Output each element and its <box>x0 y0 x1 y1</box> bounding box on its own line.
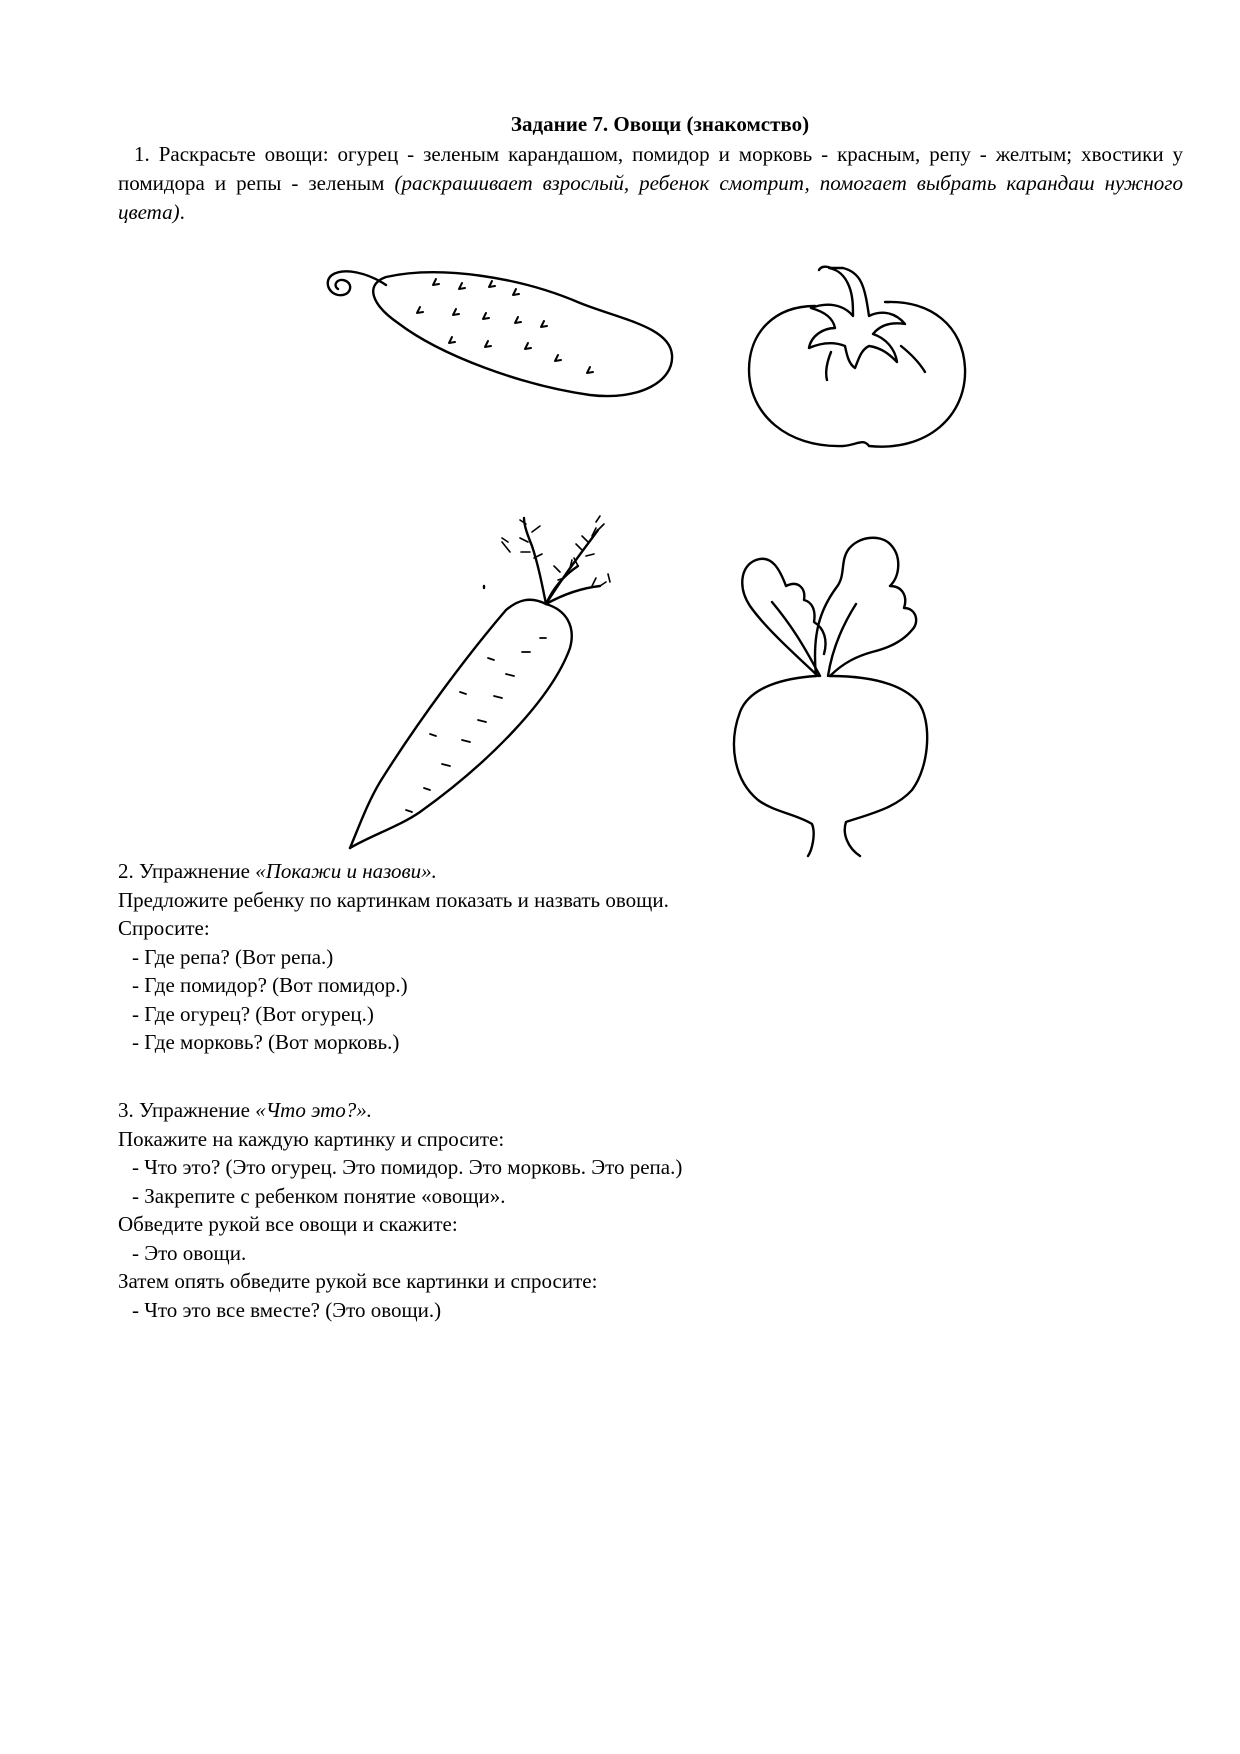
exercise-3-circle: Обведите рукой все овощи и скажите: <box>118 1212 458 1236</box>
exercise-3-item: - Закрепите с ребенком понятие «овощи». <box>132 1183 506 1208</box>
task-1-end: . <box>179 200 185 224</box>
exercise-3 <box>118 1096 682 1324</box>
carrot-drawing <box>320 512 680 852</box>
exercise-3-heading <box>118 1096 682 1125</box>
task-1-text: 1. Раскрасьте овощи: огурец - зеленым карандашом, помидор и морковь - красным, репу - желтым; хвостики у помидора и репы - зеленым <box>118 142 1183 195</box>
exercise-2-prefix: 2. Упражнение <box>118 859 256 883</box>
exercise-3-name: «Что это?». <box>255 1098 372 1122</box>
exercise-3-circle-item: - Это овощи. <box>132 1240 247 1265</box>
exercise-2-item: - Где огурец? (Вот огурец.) <box>132 1001 374 1026</box>
exercise-2-intro: Предложите ребенку по картинкам показать и назвать овощи. <box>118 887 669 912</box>
tomato-drawing <box>735 262 975 462</box>
exercise-3-again: Затем опять обведите рукой все картинки и спросите: <box>118 1269 598 1293</box>
page-title: Задание 7. Овощи (знакомство) <box>510 112 810 136</box>
turnip-drawing <box>720 530 940 860</box>
exercise-3-prefix: 3. Упражнение <box>118 1098 256 1122</box>
exercise-2-name: «Покажи и назови». <box>255 859 437 883</box>
exercise-2-heading <box>118 857 669 886</box>
exercise-2-item: - Где морковь? (Вот морковь.) <box>132 1030 400 1054</box>
exercise-3-item: - Что это? (Это огурец. Это помидор. Это морковь. Это репа.) <box>132 1155 683 1179</box>
exercise-2-ask: Спросите: <box>118 916 210 940</box>
exercise-2-item: - Где репа? (Вот репа.) <box>132 944 334 969</box>
cucumber-drawing <box>320 255 680 415</box>
exercise-3-again-item: - Что это все вместе? (Это овощи.) <box>132 1297 442 1322</box>
exercise-2 <box>118 857 669 1057</box>
task-1-note: (раскрашивает взрослый, ребенок смотрит, помогает выбрать карандаш нужного цвета) <box>118 171 1183 224</box>
exercise-3-intro: Покажите на каждую картинку и спросите: <box>118 1126 505 1151</box>
exercise-2-item: - Где помидор? (Вот помидор.) <box>132 973 408 997</box>
task-1-instructions <box>118 140 1183 227</box>
